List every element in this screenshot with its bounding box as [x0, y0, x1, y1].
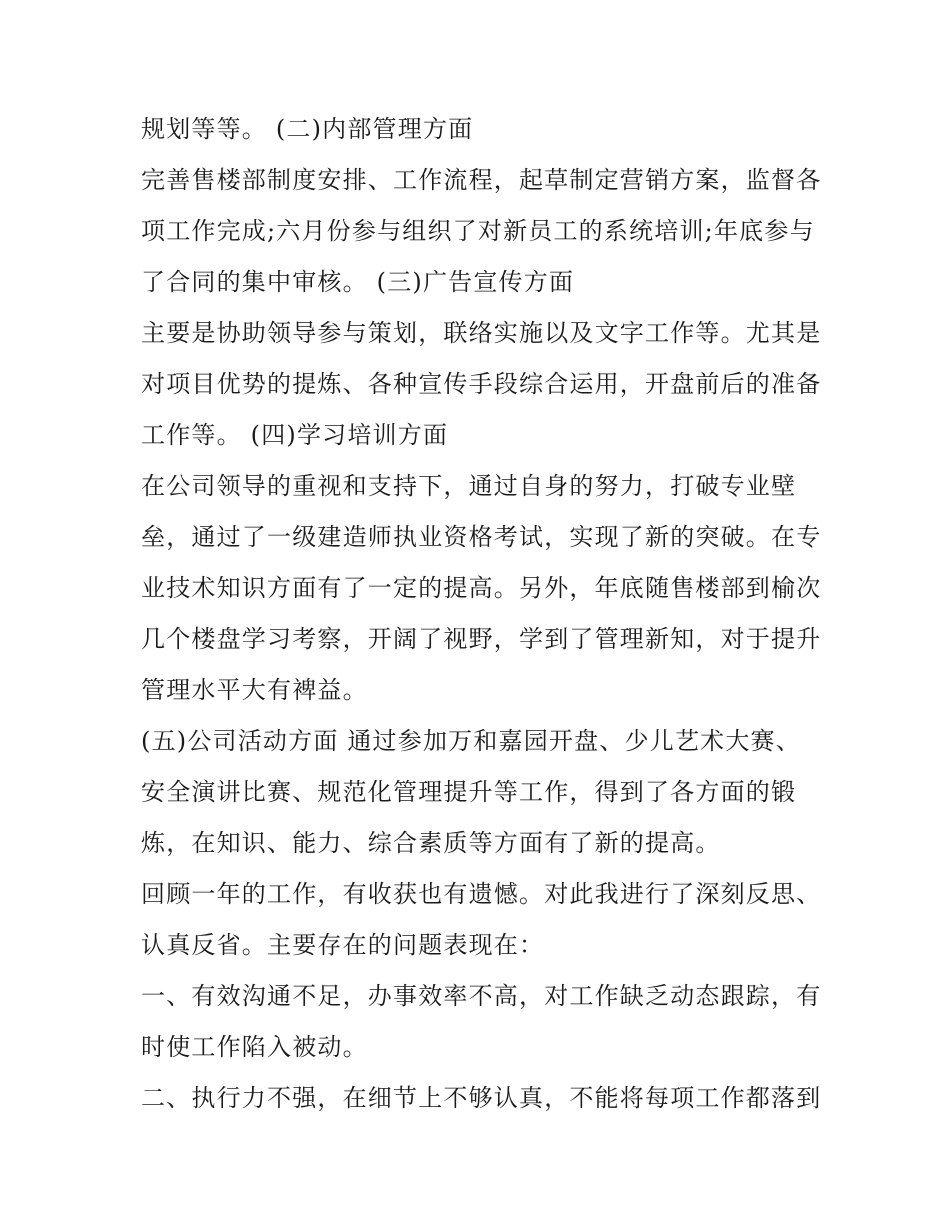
text-line-20: 二、执行力不强，在细节上不够认真，不能将每项工作都落到: [141, 1084, 822, 1112]
text-line-17: 认真反省。主要存在的问题表现在：: [141, 931, 545, 959]
text-line-15: 炼，在知识、能力、综合素质等方面有了新的提高。: [141, 829, 721, 857]
text-line-8: 在公司领导的重视和支持下，通过自身的努力，打破专业壁: [141, 472, 797, 500]
text-line-19: 时使工作陷入被动。: [141, 1033, 368, 1061]
text-line-7: 工作等。 (四)学习培训方面: [141, 421, 449, 449]
text-line-5: 主要是协助领导参与策划，联络实施以及文字工作等。尤其是: [141, 319, 822, 347]
text-line-13: (五)公司活动方面 通过参加万和嘉园开盘、少儿艺术大赛、: [141, 727, 801, 755]
text-line-16: 回顾一年的工作，有收获也有遗憾。对此我进行了深刻反思、: [141, 880, 822, 908]
text-line-4: 了合同的集中审核。 (三)广告宣传方面: [141, 268, 575, 296]
text-line-1: 规划等等。 (二)内部管理方面: [141, 115, 474, 143]
text-line-9: 垒，通过了一级建造师执业资格考试，实现了新的突破。在专: [141, 523, 822, 551]
text-line-14: 安全演讲比赛、规范化管理提升等工作，得到了各方面的锻: [141, 778, 797, 806]
text-line-10: 业技术知识方面有了一定的提高。另外，年底随售楼部到榆次: [141, 574, 822, 602]
text-line-2: 完善售楼部制度安排、工作流程，起草制定营销方案，监督各: [141, 166, 822, 194]
text-line-11: 几个楼盘学习考察，开阔了视野，学到了管理新知，对于提升: [141, 625, 822, 653]
text-line-18: 一、有效沟通不足，办事效率不高，对工作缺乏动态跟踪，有: [141, 982, 822, 1010]
text-line-6: 对项目优势的提炼、各种宣传手段综合运用，开盘前后的准备: [141, 370, 822, 398]
text-line-3: 项工作完成;六月份参与组织了对新员工的系统培训;年底参与: [141, 217, 815, 245]
text-line-12: 管理水平大有裨益。: [141, 676, 368, 704]
